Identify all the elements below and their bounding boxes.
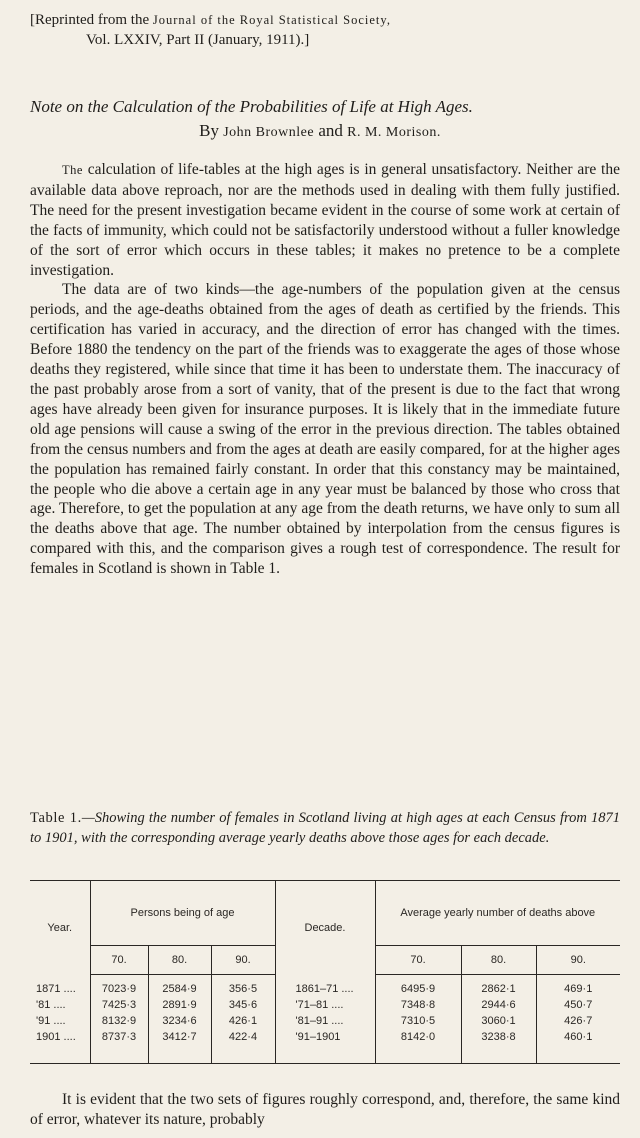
header-persons-70: 70. (90, 946, 148, 975)
cell-persons-90: 356·5 (211, 975, 275, 998)
conclusion-text (30, 1090, 620, 1130)
cell-persons-90: 426·1 (211, 1013, 275, 1029)
journal-name: Journal of the Royal Statistical Society, (152, 13, 391, 27)
header-deaths-80: 80. (461, 946, 536, 975)
data-table (30, 880, 620, 1064)
body-text (30, 160, 620, 579)
table-row (30, 1029, 620, 1064)
table-row (30, 975, 620, 998)
cell-persons-70: 7023·9 (90, 975, 148, 998)
table-label: Table 1. (30, 810, 82, 826)
cell-deaths-80: 2944·6 (461, 997, 536, 1013)
header-year: Year. (30, 881, 90, 975)
cell-persons-80: 3412·7 (148, 1029, 211, 1064)
cell-decade: '71–81 .... (275, 997, 375, 1013)
cell-decade: '91–1901 (275, 1029, 375, 1064)
cell-year: 1901 .... (30, 1029, 90, 1064)
table-caption-text: —Showing the number of females in Scotland living at high ages at each Census from 1871 to 1901, with the corresponding average yearly deaths above those ages for each decade. (30, 810, 621, 846)
cell-deaths-90: 469·1 (536, 975, 620, 998)
cell-persons-80: 3234·6 (148, 1013, 211, 1029)
cell-deaths-90: 426·7 (536, 1013, 620, 1029)
cell-deaths-70: 7348·8 (375, 997, 461, 1013)
cell-decade: 1861–71 .... (275, 975, 375, 998)
cell-deaths-80: 3060·1 (461, 1013, 536, 1029)
header-deaths-70: 70. (375, 946, 461, 975)
cell-persons-80: 2891·9 (148, 997, 211, 1013)
authors-line (0, 120, 640, 144)
reprint-note (30, 10, 620, 50)
cell-deaths-80: 2862·1 (461, 975, 536, 998)
cell-persons-80: 2584·9 (148, 975, 211, 998)
cell-deaths-70: 7310·5 (375, 1013, 461, 1029)
header-persons: Persons being of age (90, 881, 275, 946)
cell-deaths-70: 6495·9 (375, 975, 461, 998)
cell-persons-70: 7425·3 (90, 997, 148, 1013)
table-1 (30, 880, 620, 1064)
cell-persons-70: 8132·9 (90, 1013, 148, 1029)
header-deaths-90: 90. (536, 946, 620, 975)
cell-year: '81 .... (36, 999, 66, 1011)
cell-year: 1871 .... (36, 982, 76, 995)
paragraph-3: It is evident that the two sets of figures roughly correspond, and, therefore, the same kind of error, whatever its nature, probably (30, 1091, 620, 1128)
cell-deaths-80: 3238·8 (461, 1029, 536, 1064)
article-title: Note on the Calculation of the Probabilities of Life at High Ages. (30, 97, 473, 116)
author-1: John Brownlee (223, 125, 315, 140)
cell-year: '91 .... (36, 1015, 66, 1027)
header-deaths: Average yearly number of deaths above (375, 881, 620, 946)
cell-decade: '81–91 .... (275, 1013, 375, 1029)
table-row (30, 1013, 620, 1029)
paragraph-2: The data are of two kinds—the age-numbers of the population given at the census periods, and the age-deaths obtained from the ages of death as certified by the friends. This certification has varied in accuracy, and the direction of error has changed with the times. Before 1880 the tendency on the part of the friends was to exaggerate the ages of those whose deaths they registered, while since that time it has been to understate them. The inaccuracy of the past probably arose from a sort of vanity, that of the present is due to the fact that wrong ages have already been given for insurance purposes. It is likely that in the immediate future old age pensions will cause a swing of the error in the previous direction. The tables obtained from the census numbers and from the ages at death are easily compared, for at the higher ages the population has remained fairly constant. In order that this constancy may be maintained, the people who die above a certain age in any year must be balanced by those who cross that age. Therefore, to get the population at any age from the death returns, we have only to sum all the deaths above that age. The number obtained by interpolation from the census figures is compared with this, and the comparison gives a rough test of correspondence. The result for females in Scotland is shown in Table 1. (30, 281, 620, 578)
paragraph-1 (30, 160, 620, 280)
by-word: By (199, 121, 224, 140)
header-decade: Decade. (275, 881, 375, 975)
paragraph-1-text: calculation of life-tables at the high ages is in general unsatisfactory. Neither are the available data above reproach, nor are the methods used in dealing with them fully justified. The need for the present investigation became evident in the course of some work at certain of the facts of immunity, which could not be satisfactorily understood without a fuller knowledge of the sort of error which occurs in these tables; it makes no pretence to be a complete investigation. (30, 161, 620, 279)
reprint-line-2: Vol. LXXIV, Part II (January, 1911).] (86, 32, 310, 48)
reprint-line-1 (30, 10, 620, 30)
cell-persons-90: 422·4 (211, 1029, 275, 1064)
cell-persons-90: 345·6 (211, 997, 275, 1013)
cell-deaths-90: 460·1 (536, 1029, 620, 1064)
reprint-prefix: [Reprinted from the (30, 12, 153, 28)
and-word: and (314, 121, 348, 140)
table-caption (30, 808, 620, 848)
lead-word: The (62, 163, 83, 177)
header-persons-80: 80. (148, 946, 211, 975)
header-persons-90: 90. (211, 946, 275, 975)
cell-deaths-70: 8142·0 (375, 1029, 461, 1064)
cell-persons-70: 8737·3 (90, 1029, 148, 1064)
table-row (30, 997, 620, 1013)
cell-deaths-90: 450·7 (536, 997, 620, 1013)
author-2: R. M. Morison. (347, 125, 441, 140)
